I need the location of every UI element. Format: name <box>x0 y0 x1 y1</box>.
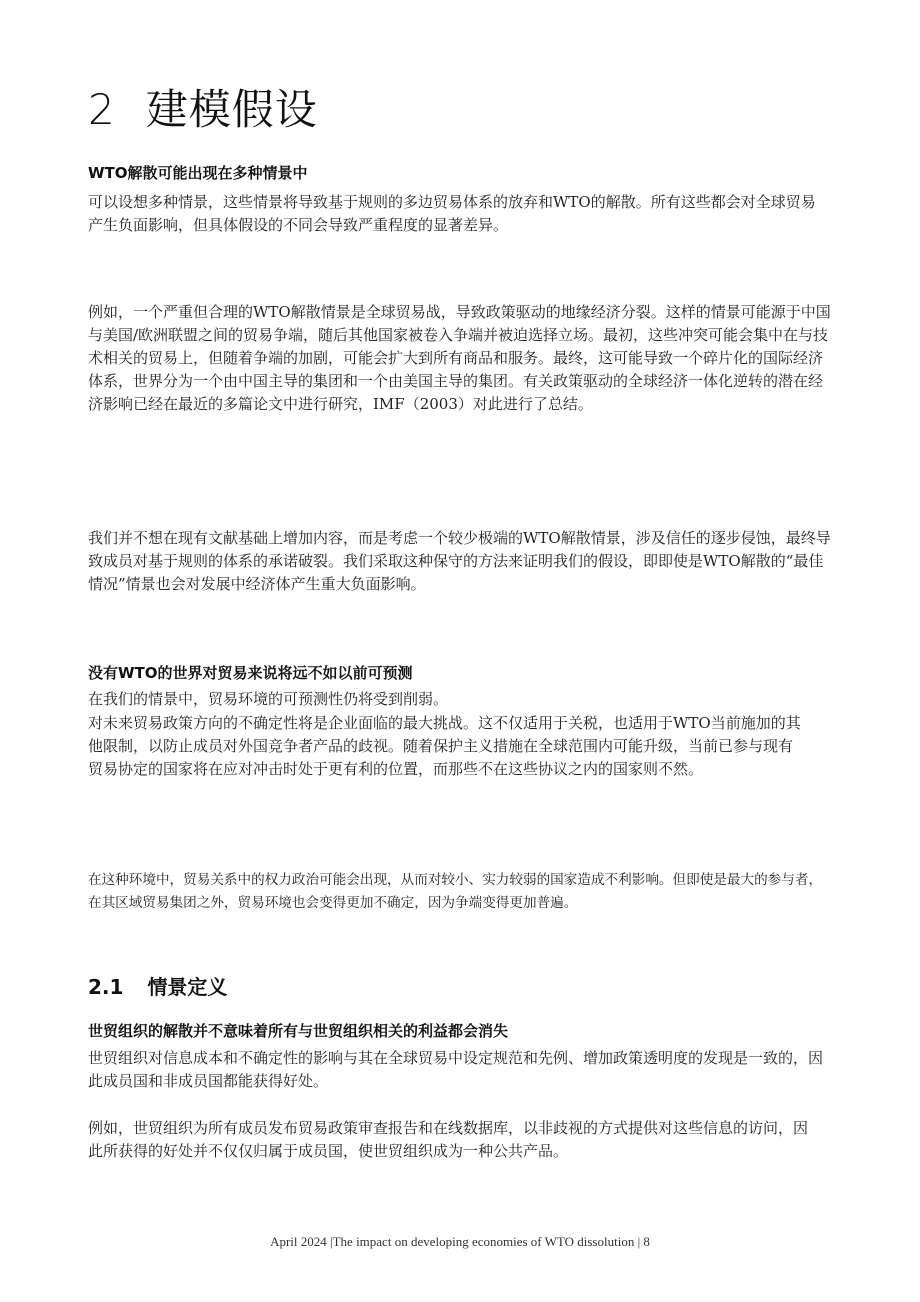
subheading-wto-scenarios: WTO解散可能出现在多种情景中 <box>88 164 308 182</box>
page-footer: April 2024 |The impact on developing economies of WTO dissolution | 8 <box>270 1234 650 1249</box>
section-title <box>88 972 227 1002</box>
chapter-title <box>88 80 318 140</box>
paragraph-predictability: 在我们的情景中，贸易环境的可预测性仍将受到削弱。 <box>88 690 449 708</box>
paragraph-scenarios-intro: 可以设想多种情景，这些情景将导致基于规则的多边贸易体系的放弃和WTO的解散。所有这些都会对全球贸易产生负面影响，但具体假设的不同会导致严重程度的显著差异。 <box>88 193 816 234</box>
paragraph-information-costs: 世贸组织对信息成本和不确定性的影响与其在全球贸易中设定规范和先例、增加政策透明度的发现是一致的，因此成员国和非成员国都能获得好处。 <box>88 1049 824 1090</box>
section-number: 2.1 <box>88 975 124 999</box>
chapter-title-text: 建模假设 <box>145 85 318 134</box>
subheading-benefits-remain: 世贸组织的解散并不意味着所有与世贸组织相关的利益都会消失 <box>88 1022 509 1040</box>
paragraph-uncertainty: 对未来贸易政策方向的不确定性将是企业面临的最大挑战。这不仅适用于关税，也适用于WTO当前施加的其他限制，以防止成员对外国竞争者产品的歧视。随着保护主义措施在全球范围内可能升级，当前已参与现有贸易协定的国家将在应对冲击时处于更有利的位置，而那些不在这些协议之内的国家则不然。 <box>88 714 801 778</box>
paragraph-conservative-scenario: 我们并不想在现有文献基础上增加内容，而是考虑一个较少极端的WTO解散情景，涉及信任的逐步侵蚀，最终导致成员对基于规则的体系的承诺破裂。我们采取这种保守的方法来证明我们的假设，即即使是WTO解散的“最佳情况”情景也会对发展中经济体产生重大负面影响。 <box>88 529 831 593</box>
paragraph-public-good: 例如，世贸组织为所有成员发布贸易政策审查报告和在线数据库，以非歧视的方式提供对这些信息的访问，因此所获得的好处并不仅仅归属于成员国，使世贸组织成为一种公共产品。 <box>88 1119 809 1160</box>
subheading-less-predictable: 没有WTO的世界对贸易来说将远不如以前可预测 <box>88 664 413 682</box>
paragraph-power-politics: 在这种环境中，贸易关系中的权力政治可能会出现，从而对较小、实力较弱的国家造成不利影响。但即使是最大的参与者，在其区域贸易集团之外，贸易环境也会变得更加不确定，因为争端变得更加普遍。 <box>88 872 823 911</box>
chapter-number: 2 <box>88 85 116 134</box>
section-title-text: 情景定义 <box>147 975 228 999</box>
paragraph-trade-war-example: 例如，一个严重但合理的WTO解散情景是全球贸易战，导致政策驱动的地缘经济分裂。这样的情景可能源于中国与美国/欧洲联盟之间的贸易争端，随后其他国家被卷入争端并被迫选择立场。最初，这些冲突可能会集中在与技术相关的贸易上，但随着争端的加剧，可能会扩大到所有商品和服务。最终，这可能导致一个碎片化的国际经济体系，世界分为一个由中国主导的集团和一个由美国主导的集团。有关政策驱动的全球经济一体化逆转的潜在经济影响已经在最近的多篇论文中进行研究，IMF（2003）对此进行了总结。 <box>88 303 831 413</box>
